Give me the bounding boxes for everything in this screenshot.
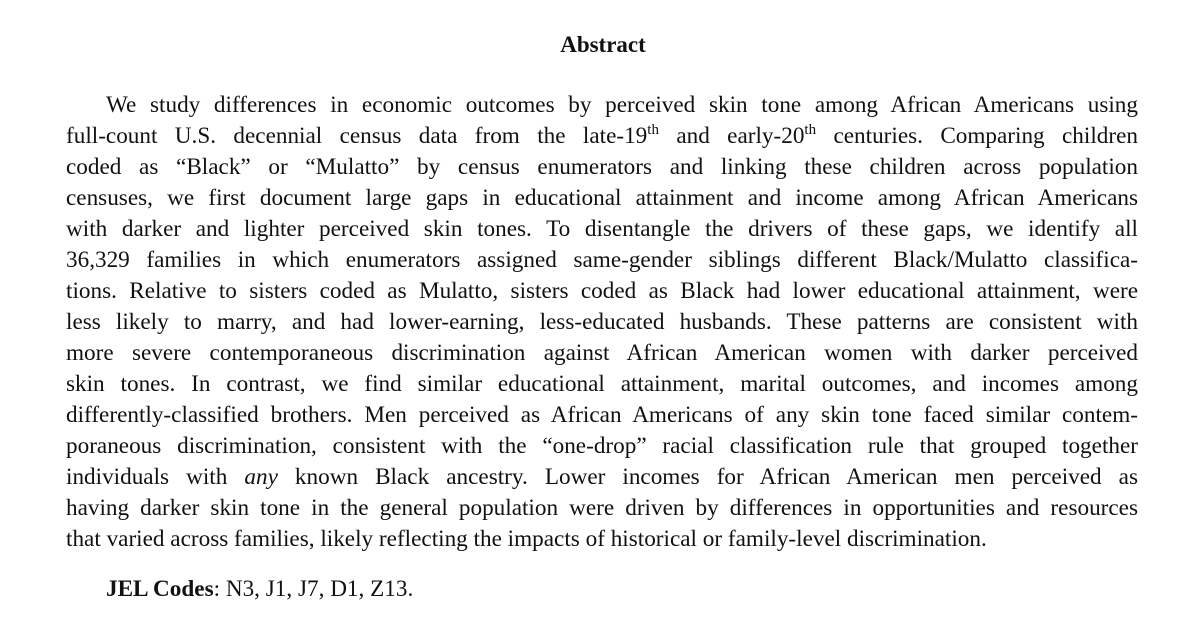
abstract-text: centuries. Comparing children (816, 123, 1138, 149)
abstract-text: individuals with (66, 464, 245, 490)
emphasis-any: any (244, 464, 278, 490)
jel-label: JEL Codes (106, 576, 214, 602)
abstract-line (66, 462, 1138, 493)
abstract-line: poraneous discrimination, consistent with the “one-drop” racial classification rule that grouped together (66, 433, 1138, 459)
abstract-line: 36,329 families in which enumerators assigned same-gender siblings different Black/Mulatto classifica- (66, 247, 1138, 273)
abstract-line (66, 121, 1138, 152)
abstract-line: more severe contemporaneous discrimination against African American women with darker perceived (66, 340, 1138, 366)
abstract-line: with darker and lighter perceived skin tones. To disentangle the drivers of these gaps, we identify all (66, 216, 1138, 242)
abstract-heading: Abstract (560, 32, 646, 57)
abstract-text: full-count U.S. decennial census data from the late-19 (66, 123, 648, 149)
abstract-text: known Black ancestry. Lower incomes for African American men perceived as (277, 464, 1138, 490)
abstract-line: tions. Relative to sisters coded as Mulatto, sisters coded as Black had lower educational attainment, were (66, 278, 1138, 304)
abstract-line: coded as “Black” or “Mulatto” by census enumerators and linking these children across population (66, 154, 1138, 180)
abstract-body (66, 90, 1138, 555)
abstract-line: differently-classified brothers. Men perceived as African Americans of any skin tone faced similar contem- (66, 402, 1138, 428)
jel-codes-list: : N3, J1, J7, D1, Z13. (213, 576, 414, 602)
abstract-line: less likely to marry, and had lower-earning, less-educated husbands. These patterns are consistent with (66, 309, 1138, 335)
jel-codes (106, 574, 413, 605)
abstract-line: We study differences in economic outcomes by perceived skin tone among African Americans using (106, 92, 1138, 118)
abstract-line: skin tones. In contrast, we find similar educational attainment, marital outcomes, and incomes among (66, 371, 1138, 397)
superscript-th: th (647, 122, 659, 138)
superscript-th: th (804, 122, 817, 138)
abstract-text: and early-20 (658, 123, 805, 149)
abstract-line: censuses, we first document large gaps in educational attainment and income among African Americans (66, 185, 1138, 211)
abstract-line: that varied across families, likely reflecting the impacts of historical or family-level discrimination. (66, 526, 987, 552)
abstract-line: having darker skin tone in the general population were driven by differences in opportunities and resources (66, 495, 1138, 521)
